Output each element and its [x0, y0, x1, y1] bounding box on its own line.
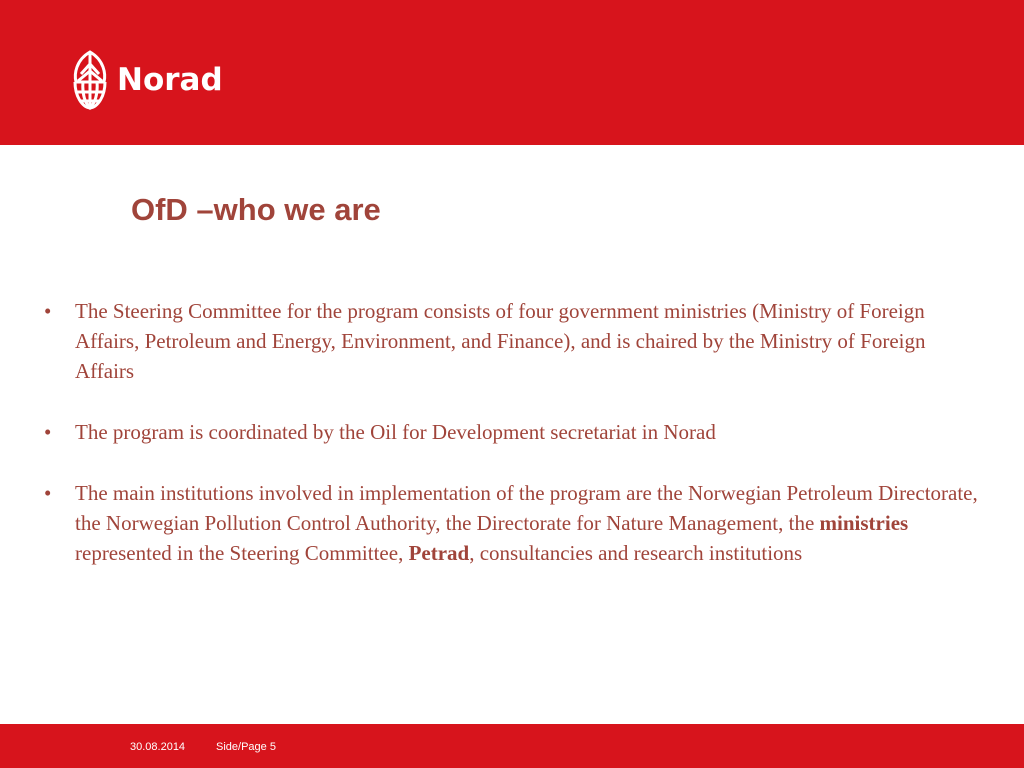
globe-leaf-icon: [72, 50, 108, 110]
bullet-marker: •: [44, 481, 52, 505]
bullet-marker: •: [44, 420, 52, 444]
bullet-list: [44, 296, 984, 568]
bullet-item: [44, 478, 984, 568]
brand-name: Norad: [117, 61, 223, 98]
bullet-marker: •: [44, 299, 52, 323]
footer-date: 30.08.2014: [130, 741, 186, 753]
header-bar: [0, 0, 1024, 145]
bullet-item: [44, 417, 984, 447]
bullet-text: The Steering Committee for the program consists of four government ministries (Ministry of Foreign Affairs, Petroleum and Energy, Environment, and Finance), and is chaired by the Ministry of Foreign Affairs: [75, 299, 926, 383]
footer-bar: [0, 724, 1024, 768]
footer-page-number: Side/Page 5: [216, 741, 276, 753]
bullet-bold-petrad: Petrad: [408, 541, 470, 565]
bullet-text: [75, 481, 978, 565]
norad-logo[interactable]: [72, 50, 223, 110]
bullet-text-part: , consultancies and research institutions: [469, 541, 803, 565]
bullet-bold-ministries: ministries: [819, 511, 909, 535]
bullet-text-part: represented in the Steering Committee,: [75, 541, 409, 565]
slide-title: OfD –who we are: [131, 192, 381, 227]
bullet-text-part: The main institutions involved in implementation of the program are the Norwegian Petroleum Directorate, the Norwegian Pollution Control Authority, the Directorate for Nature Management, the: [75, 481, 978, 535]
bullet-item: [44, 296, 984, 386]
bullet-text: The program is coordinated by the Oil for Development secretariat in Norad: [75, 420, 716, 444]
